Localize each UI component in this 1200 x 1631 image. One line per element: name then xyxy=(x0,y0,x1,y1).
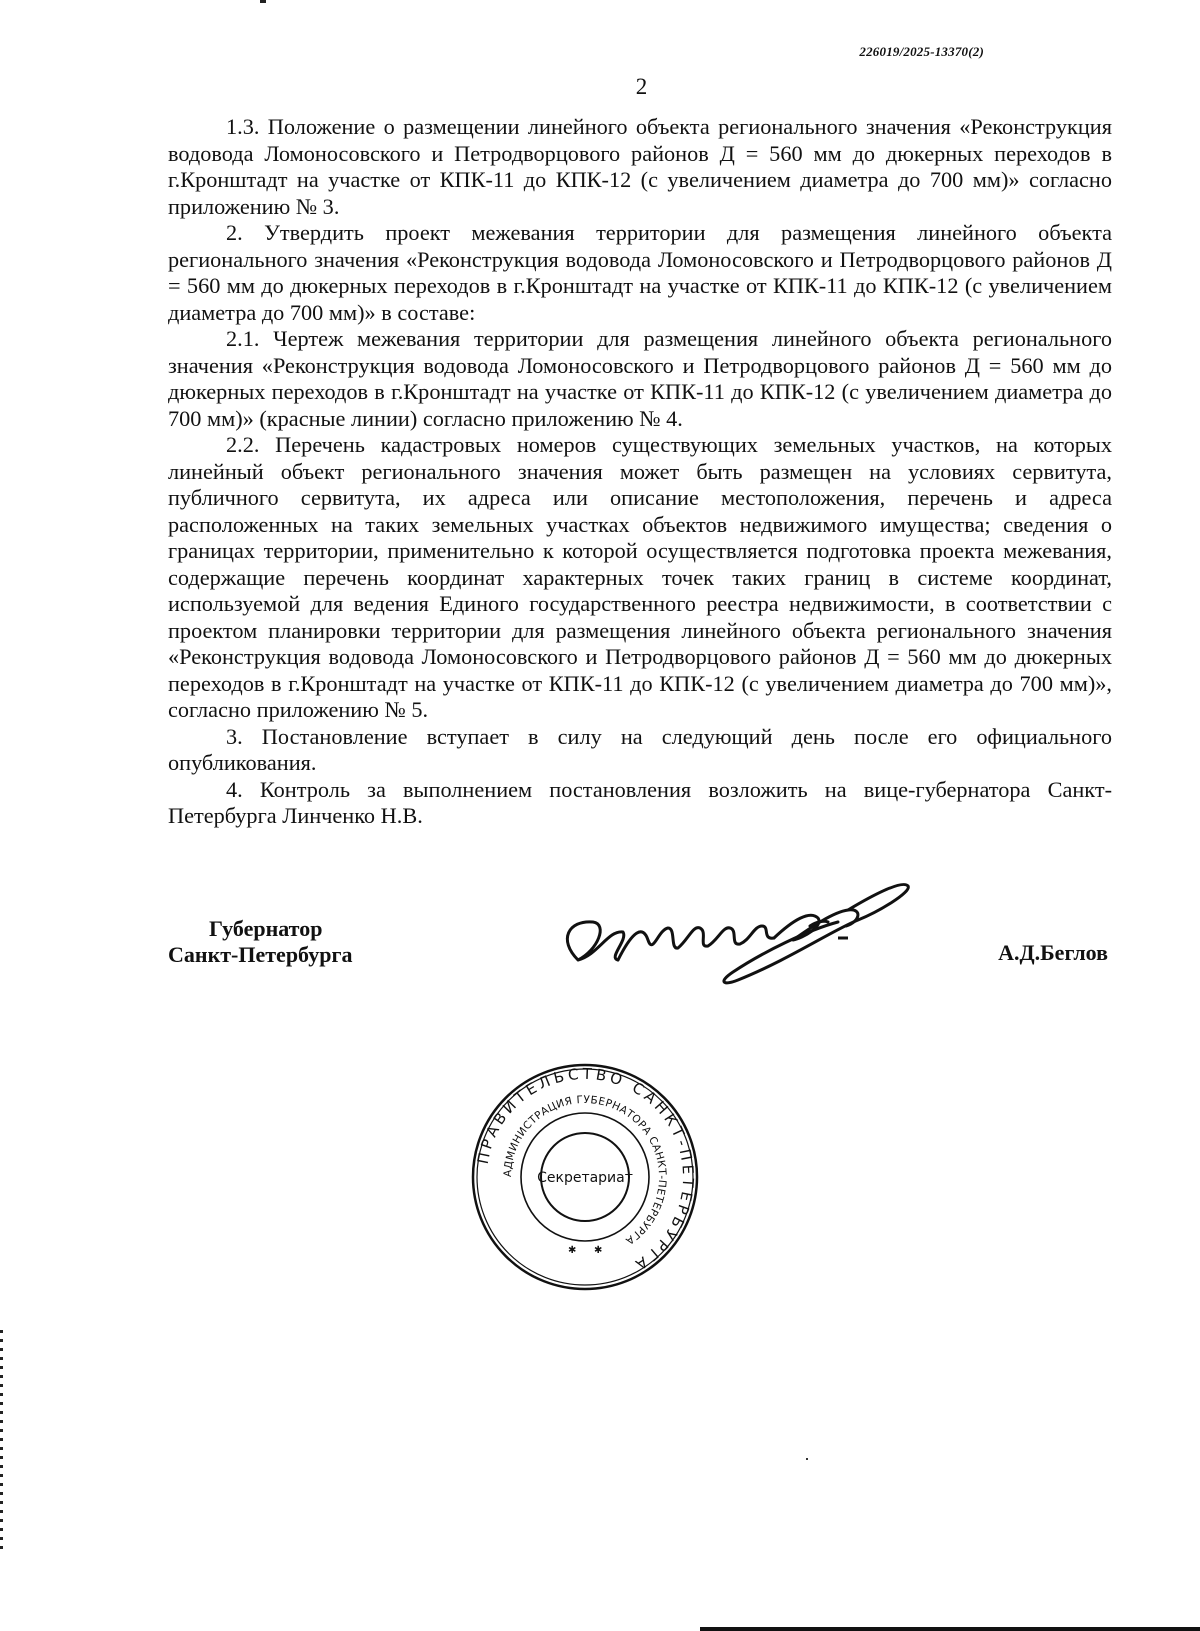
signatory-title-line1: Губернатор xyxy=(209,916,323,941)
scan-artifact-bottom-edge xyxy=(700,1627,1200,1631)
signatory-name: А.Д.Беглов xyxy=(998,940,1108,965)
scan-speck xyxy=(806,1458,808,1460)
paragraph-2-1: 2.1. Чертеж межевания территории для размещения линейного объекта регионального значения «Реконструкция водовода Ломоносовского и Петродворцового районов Д = 560 мм до дюкерных переходов в г.Кронштадт на участке от КПК-11 до КПК-12 (с увеличением диаметра до 700 мм)» (красные линии) согласно приложению № 4. xyxy=(168,326,1112,431)
document-body xyxy=(168,114,1112,830)
signatory-title-line2: Санкт-Петербурга xyxy=(168,942,353,967)
registration-number: 226019/2025-13370(2) xyxy=(859,44,984,59)
signatory-title xyxy=(168,916,352,968)
scan-artifact-top xyxy=(260,0,266,3)
seal-inner-text: АДМИНИСТРАЦИЯ ГУБЕРНАТОРА САНКТ-ПЕТЕРБУРГА xyxy=(501,1093,669,1247)
handwritten-signature xyxy=(548,860,948,1000)
paragraph-3: 3. Постановление вступает в силу на следующий день после его официального опубликования. xyxy=(168,723,1112,775)
seal-star-icon: ✱ xyxy=(568,1245,577,1256)
page-number: 2 xyxy=(635,74,648,99)
paragraph-4: 4. Контроль за выполнением постановления возложить на вице-губернатора Санкт-Петербурга Линченко Н.В. xyxy=(168,776,1112,828)
paragraph-1-3: 1.3. Положение о размещении линейного объекта регионального значения «Реконструкция водовода Ломоносовского и Петродворцового районов Д = 560 мм до дюкерных переходов в г.Кронштадт на участке от КПК-11 до КПК-12 (с увеличением диаметра до 700 мм)» согласно приложению № 3. xyxy=(168,114,1112,219)
seal-outer-text: ПРАВИТЕЛЬСТВО САНКТ-ПЕТЕРБУРГА xyxy=(473,1064,698,1276)
official-seal xyxy=(470,1062,700,1292)
seal-star-icon: ✱ xyxy=(594,1245,603,1256)
paragraph-2-2: 2.2. Перечень кадастровых номеров существующих земельных участков, на которых линейный объект регионального значения может быть размещен на условиях сервитута, публичного сервитута, их адреса или описание местоположения, перечень и адреса расположенных на таких земельных участках объектов недвижимого имущества; сведения о границах территории, применительно к которой осуществляется подготовка проекта межевания, содержащие перечень координат характерных точек таких границ в системе координат, используемой для ведения Единого государственного реестра недвижимости, в соответствии с проектом планировки территории для размещения линейного объекта регионального значения «Реконструкция водовода Ломоносовского и Петродворцового районов Д = 560 мм до дюкерных переходов в г.Кронштадт на участке от КПК-11 до КПК-12 (с увеличением диаметра до 700 мм)», согласно приложению № 5. xyxy=(168,432,1112,722)
seal-center-text: Секретариат xyxy=(537,1170,633,1186)
scan-artifact-left-edge xyxy=(0,1330,3,1550)
paragraph-2: 2. Утвердить проект межевания территории для размещения линейного объекта регионального значения «Реконструкция водовода Ломоносовского и Петродворцового районов Д = 560 мм до дюкерных переходов в г.Кронштадт на участке от КПК-11 до КПК-12 (с увеличением диаметра до 700 мм)» в составе: xyxy=(168,220,1112,325)
